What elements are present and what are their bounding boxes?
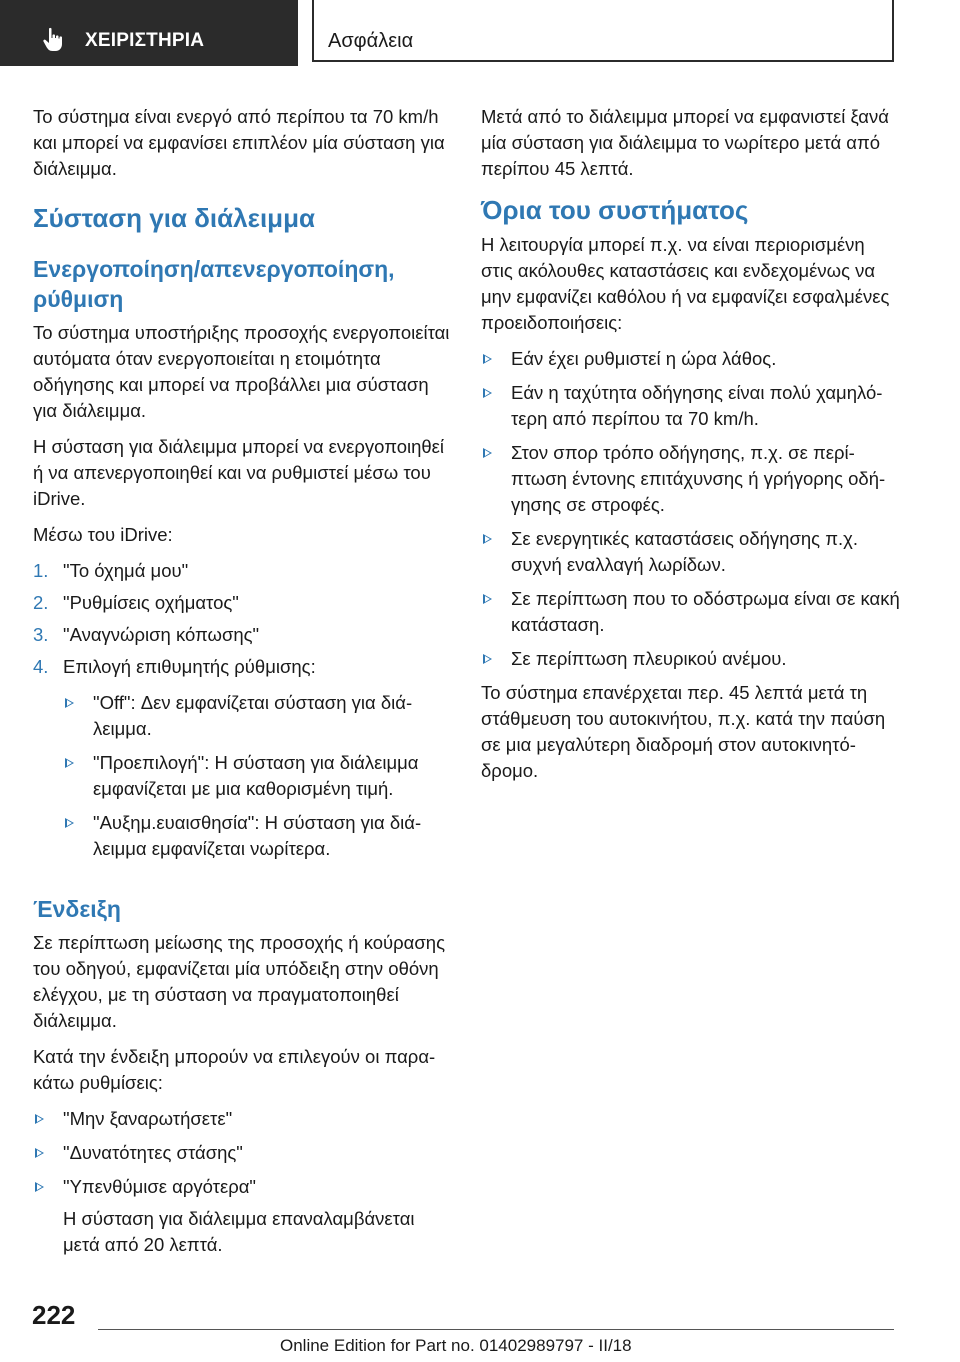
triangle-bullet-icon	[483, 534, 492, 544]
step-number: 1.	[33, 560, 49, 581]
list-item	[63, 690, 453, 742]
step-item	[33, 654, 453, 862]
limit-text: Σε περίπτωση πλευρικού ανέμου.	[511, 648, 787, 669]
option-text: "Υπενθύμισε αργότερα"	[63, 1176, 256, 1197]
left-column	[33, 104, 453, 1268]
triangle-bullet-icon	[483, 388, 492, 398]
limit-text: Σε ενεργητικές καταστάσεις οδήγησης π.χ. συχνή εναλλαγή λωρίδων.	[511, 528, 858, 575]
triangle-bullet-icon	[483, 654, 492, 664]
step-item	[33, 622, 453, 648]
step-item	[33, 590, 453, 616]
option-text: "Off": Δεν εμφανίζεται σύσταση για διάλειμμα.	[93, 692, 413, 739]
heading-indication: Ένδειξη	[33, 896, 121, 922]
right-column	[481, 104, 901, 794]
step-number: 4.	[33, 656, 49, 677]
option-text: "Προεπιλογή": Η σύσταση για διάλειμμα εμφανίζεται με μια καθορισμένη τιμή.	[93, 752, 419, 799]
triangle-bullet-icon	[35, 1148, 44, 1158]
list-item	[481, 586, 901, 638]
option-text: "Αυξημ.ευαισθησία": Η σύσταση για διάλειμμα εμφανίζεται νωρίτερα.	[93, 812, 422, 859]
limits-list	[481, 346, 901, 672]
page-header	[0, 0, 960, 66]
limit-text: Εάν η ταχύτητα οδήγησης είναι πολύ χαμηλότερη από περίπου τα 70 km/h.	[511, 382, 883, 429]
edition-text: Online Edition for Part no. 01402989797 - II/18	[280, 1336, 632, 1355]
list-item	[481, 346, 901, 372]
step4-options	[63, 690, 453, 862]
triangle-bullet-icon	[483, 594, 492, 604]
option-continuation: Η σύσταση για διάλειμμα επαναλαμβάνεται μετά από 20 λεπτά.	[63, 1208, 415, 1255]
limit-text: Στον σπορ τρόπο οδήγησης, π.χ. σε περίπτωση έντονης επιτάχυνσης ή γρήγορης οδήγησης σε στροφές.	[511, 442, 886, 515]
list-item	[481, 526, 901, 578]
paragraph: Κατά την ένδειξη μπορούν να επιλεγούν οι παρακάτω ρυθμίσεις:	[33, 1046, 436, 1093]
paragraph: Η λειτουργία μπορεί π.χ. να είναι περιορισμένη στις ακόλουθες καταστάσεις και ενδεχομένως να μην εμφανίζει καθόλου ή να εμφανίζει εσφαλμένες προειδοποιήσεις:	[481, 234, 890, 333]
step-number: 2.	[33, 592, 49, 613]
indication-options	[33, 1106, 453, 1200]
list-item	[63, 810, 453, 862]
option-text: "Δυνατότητες στάσης"	[63, 1142, 243, 1163]
step-text: "Ρυθμίσεις οχήματος"	[63, 592, 239, 613]
heading-activation: Ενεργοποίηση/απενεργοποίηση, ρύθμιση	[33, 256, 395, 312]
list-item	[481, 646, 901, 672]
limit-text: Εάν έχει ρυθμιστεί η ώρα λάθος.	[511, 348, 777, 369]
page-number: 222	[32, 1300, 76, 1330]
step-text: Επιλογή επιθυμητής ρύθμισης:	[63, 656, 316, 677]
heading-system-limits: Όρια του συστήματος	[481, 195, 749, 225]
step-text: "Το όχημά μου"	[63, 560, 189, 581]
step-item	[33, 558, 453, 584]
step-text: "Αναγνώριση κόπωσης"	[63, 624, 260, 645]
heading-break-recommendation: Σύσταση για διάλειμμα	[33, 203, 315, 233]
triangle-bullet-icon	[483, 354, 492, 364]
paragraph: Μέσω του iDrive:	[33, 524, 173, 545]
triangle-bullet-icon	[65, 818, 74, 828]
list-item	[481, 380, 901, 432]
paragraph: Η σύσταση για διάλειμμα μπορεί να ενεργοποιηθεί ή να απενεργοποιηθεί και να ρυθμιστεί μέσω του iDrive.	[33, 436, 445, 509]
list-item	[33, 1140, 453, 1166]
hand-pointer-icon	[40, 26, 66, 52]
section-box	[312, 0, 894, 62]
chapter-tab[interactable]	[0, 0, 298, 66]
limit-text: Σε περίπτωση που το οδόστρωμα είναι σε κακή κατάσταση.	[511, 588, 900, 635]
section-title: Ασφάλεια	[328, 30, 414, 52]
idrive-steps	[33, 558, 453, 862]
triangle-bullet-icon	[35, 1182, 44, 1192]
paragraph: Σε περίπτωση μείωσης της προσοχής ή κούρασης του οδηγού, εμφανίζεται μία υπόδειξη στην οθόνη ελέγχου, με τη σύσταση να πραγματοποιηθεί διάλειμμα.	[33, 932, 445, 1031]
list-item	[63, 750, 453, 802]
triangle-bullet-icon	[35, 1114, 44, 1124]
paragraph: Το σύστημα επανέρχεται περ. 45 λεπτά μετά τη στάθμευση του αυτοκινήτου, π.χ. κατά την παύση σε μια μεγαλύτερη διαδρομή στον αυτοκινητόδρομο.	[481, 682, 886, 781]
triangle-bullet-icon	[483, 448, 492, 458]
intro-paragraph: Το σύστημα είναι ενεργό από περίπου τα 70 km/h και μπορεί να εμφανίσει επιπλέον μία σύσταση για διάλειμμα.	[33, 106, 445, 179]
list-item	[33, 1174, 453, 1200]
option-text: "Μην ξαναρωτήσετε"	[63, 1108, 233, 1129]
list-item	[481, 440, 901, 518]
footer-divider	[98, 1329, 894, 1330]
chapter-title: ΧΕΙΡΙΣΤΗΡΙΑ	[85, 30, 205, 51]
list-item	[33, 1106, 453, 1132]
intro-paragraph: Μετά από το διάλειμμα μπορεί να εμφανιστεί ξανά μία σύσταση για διάλειμμα το νωρίτερο μετά από περίπου 45 λεπτά.	[481, 106, 889, 179]
triangle-bullet-icon	[65, 758, 74, 768]
triangle-bullet-icon	[65, 698, 74, 708]
paragraph: Το σύστημα υποστήριξης προσοχής ενεργοποιείται αυτόματα όταν ενεργοποιείται η ετοιμότητα οδήγησης και μπορεί να προβάλλει μια σύσταση για διάλειμμα.	[33, 322, 450, 421]
step-number: 3.	[33, 624, 49, 645]
